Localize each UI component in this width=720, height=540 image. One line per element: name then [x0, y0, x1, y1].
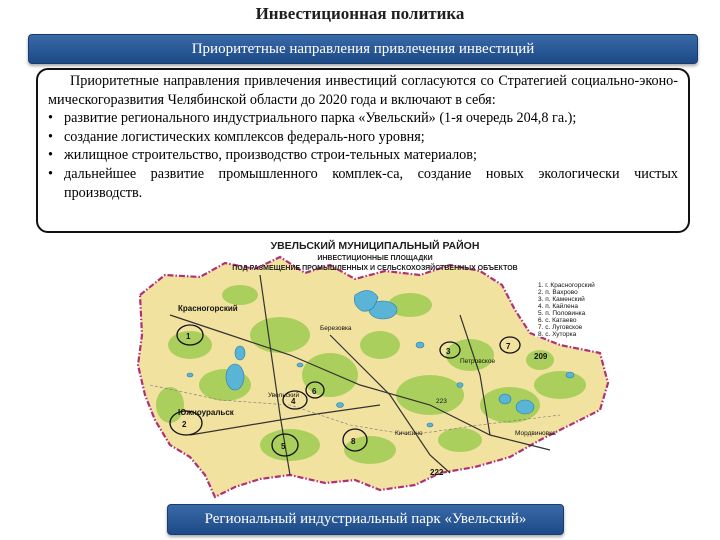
site-number: 3	[446, 347, 451, 356]
place-label: Увельский	[268, 392, 300, 399]
bullet-text: создание логистических комплексов федераль-ного уровня;	[64, 128, 425, 145]
map-title: УВЕЛЬСКИЙ МУНИЦИПАЛЬНЫЙ РАЙОН	[270, 240, 480, 252]
text-box	[36, 68, 690, 233]
legend-item: 1. г. Красногорский	[538, 282, 595, 289]
legend-item: 7. с. Луговское	[538, 324, 583, 331]
site-number: 6	[312, 387, 317, 396]
legend-item: 3. п. Каменский	[538, 296, 585, 303]
place-label: Кичигино	[395, 430, 423, 437]
site-number: 8	[351, 437, 356, 446]
place-label: Южноуральск	[178, 408, 234, 417]
bullet-text: дальнейшее развитие промышленного комплек-са, создание новых экологически чистых производств.	[64, 165, 678, 201]
map-subtitle-2: ПОД РАЗМЕЩЕНИЕ ПРОМЫШЛЕННЫХ И СЕЛЬСКОХОЗЯЙСТВЕННЫХ ОБЪЕКТОВ	[232, 265, 518, 272]
site-number: 4	[291, 397, 296, 406]
bullet-item-1	[48, 109, 678, 128]
bullet-text: развитие регионального индустриального парка «Увельский» (1-я очередь 204,8 га.);	[64, 110, 577, 127]
map-legend	[535, 279, 617, 338]
footer-banner: Региональный индустриальный парк «Увельский»	[167, 504, 564, 535]
place-label: Мордвиновка	[515, 430, 556, 437]
intro-paragraph: Приоритетные направления привлечения инвестиций согласуются со Стратегией социально-эконо-мическогоразвития Челябинской области до 2020 года и включают в себя:	[48, 73, 678, 108]
bullet-dot: •	[48, 147, 53, 164]
road-number: 209	[534, 352, 548, 361]
legend-item: 4. п. Кайлена	[538, 303, 579, 310]
road-number: 223	[436, 398, 447, 405]
road-number: 222	[430, 468, 444, 477]
site-number: 2	[182, 420, 187, 429]
bullet-dot: •	[48, 165, 53, 182]
place-label: Красногорский	[178, 304, 238, 313]
legend-item: 8. с. Хуторка	[538, 331, 577, 338]
map-subtitle-1: ИНВЕСТИЦИОННЫЕ ПЛОЩАДКИ	[317, 255, 433, 262]
district-map	[130, 235, 620, 503]
place-label: Березовка	[320, 325, 352, 332]
site-number: 7	[506, 342, 511, 351]
bullet-item-4	[48, 165, 678, 202]
bullet-item-2	[48, 128, 678, 147]
site-number: 1	[186, 332, 191, 341]
bullet-text: жилищное строительство, производство строи-тельных материалов;	[64, 147, 477, 164]
bullet-dot: •	[48, 128, 53, 145]
legend-item: 6. с. Катаево	[538, 317, 577, 324]
legend-item: 5. п. Половинка	[538, 310, 586, 317]
bullet-dot: •	[48, 110, 53, 127]
legend-item: 2. п. Вахрово	[538, 289, 578, 296]
site-number: 5	[281, 442, 286, 451]
header-banner: Приоритетные направления привлечения инвестиций	[28, 34, 698, 64]
place-label: Петровское	[460, 358, 496, 365]
slide-title: Инвестиционная политика	[255, 4, 465, 23]
bullet-item-3	[48, 146, 678, 165]
